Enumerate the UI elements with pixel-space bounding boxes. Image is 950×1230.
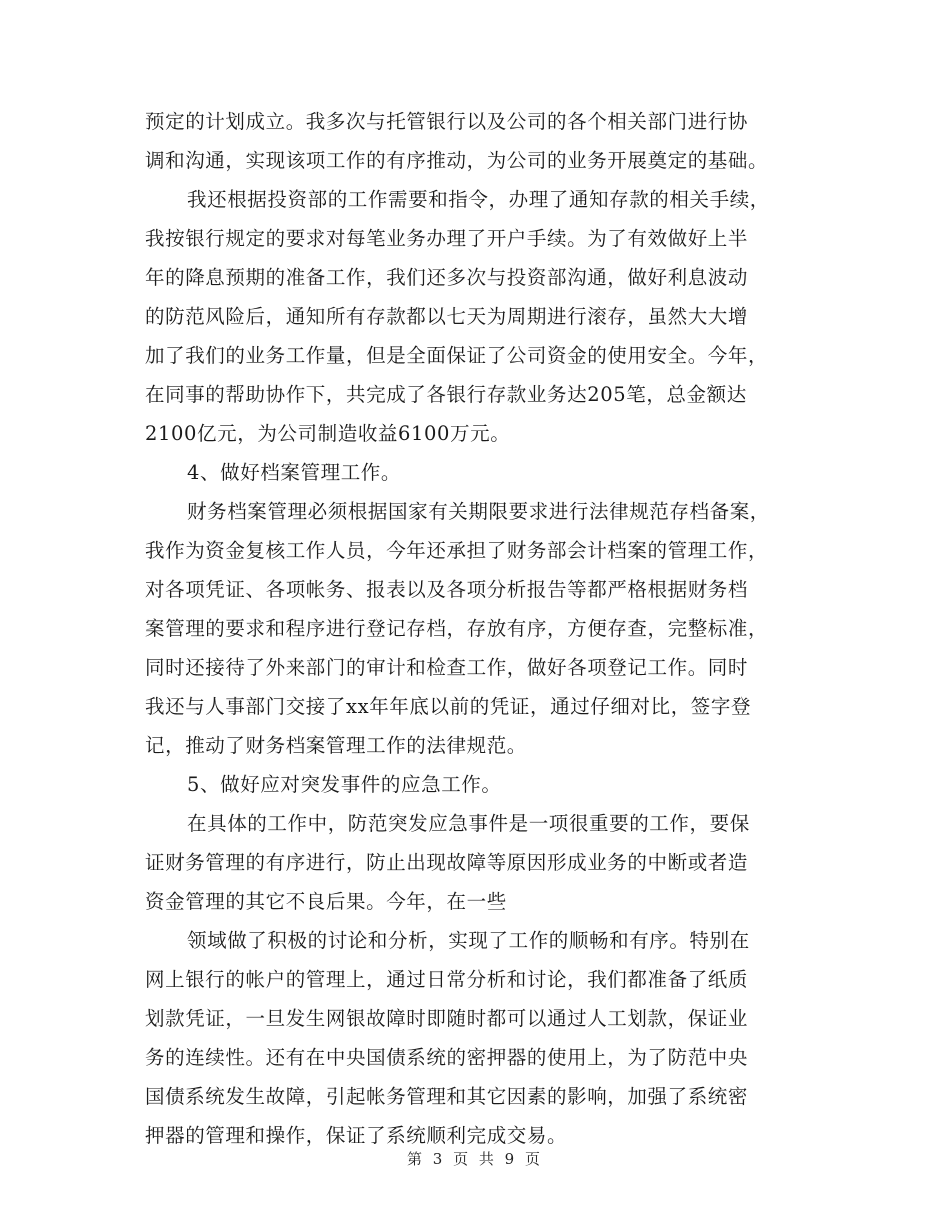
text-line: 年的降息预期的准备工作，我们还多次与投资部沟通，做好利息波动 — [145, 266, 749, 289]
text-line: 财务档案管理必须根据国家有关期限要求进行法律规范存档备案， — [187, 500, 770, 523]
text-line: 我按银行规定的要求对每笔业务办理了开户手续。为了有效做好上半 — [145, 227, 749, 250]
text-line: 押器的管理和操作，保证了系统顺利完成交易。 — [145, 1124, 568, 1147]
text-line: 调和沟通，实现该项工作的有序推动，为公司的业务开展奠定的基础。 — [145, 149, 769, 172]
text-line: 网上银行的帐户的管理上，通过日常分析和讨论，我们都准备了纸质 — [145, 968, 749, 991]
text-line: 我还与人事部门交接了xx年年底以前的凭证，通过仔细对比，签字登 — [145, 695, 752, 718]
text-line: 4、做好档案管理工作。 — [187, 461, 402, 484]
text-line: 对各项凭证、各项帐务、报表以及各项分析报告等都严格根据财务档 — [145, 578, 749, 601]
text-line: 在具体的工作中，防范突发应急事件是一项很重要的工作，要保 — [187, 812, 750, 835]
text-line: 案管理的要求和程序进行登记存档，存放有序，方便存查，完整标准， — [145, 617, 769, 640]
document-body — [145, 102, 810, 1155]
text-line: 证财务管理的有序进行，防止出现故障等原因形成业务的中断或者造 — [145, 851, 749, 874]
text-line: 资金管理的其它不良后果。今年，在一些 — [145, 890, 507, 913]
page-footer: 第 3 页 共 9 页 — [407, 1150, 543, 1168]
text-line: 预定的计划成立。我多次与托管银行以及公司的各个相关部门进行协 — [145, 110, 749, 133]
text-line: 务的连续性。还有在中央国债系统的密押器的使用上，为了防范中央 — [145, 1046, 749, 1069]
text-line: 2100亿元，为公司制造收益6100万元。 — [145, 422, 511, 445]
text-line: 的防范风险后，通知所有存款都以七天为周期进行滚存，虽然大大增 — [145, 305, 749, 328]
text-line: 我作为资金复核工作人员，今年还承担了财务部会计档案的管理工作， — [145, 539, 769, 562]
text-line: 划款凭证，一旦发生网银故障时即随时都可以通过人工划款，保证业 — [145, 1007, 749, 1030]
text-line: 同时还接待了外来部门的审计和检查工作，做好各项登记工作。同时 — [145, 656, 749, 679]
text-line: 我还根据投资部的工作需要和指令，办理了通知存款的相关手续， — [187, 188, 770, 211]
text-line: 国债系统发生故障，引起帐务管理和其它因素的影响，加强了系统密 — [145, 1085, 749, 1108]
text-line: 加了我们的业务工作量，但是全面保证了公司资金的使用安全。今年， — [145, 344, 769, 367]
text-line: 在同事的帮助协作下，共完成了各银行存款业务达205笔，总金额达 — [145, 383, 747, 406]
text-line: 记，推动了财务档案管理工作的法律规范。 — [145, 734, 527, 757]
text-line: 领域做了积极的讨论和分析，实现了工作的顺畅和有序。特别在 — [187, 929, 750, 952]
text-line: 5、做好应对突发事件的应急工作。 — [187, 773, 502, 796]
